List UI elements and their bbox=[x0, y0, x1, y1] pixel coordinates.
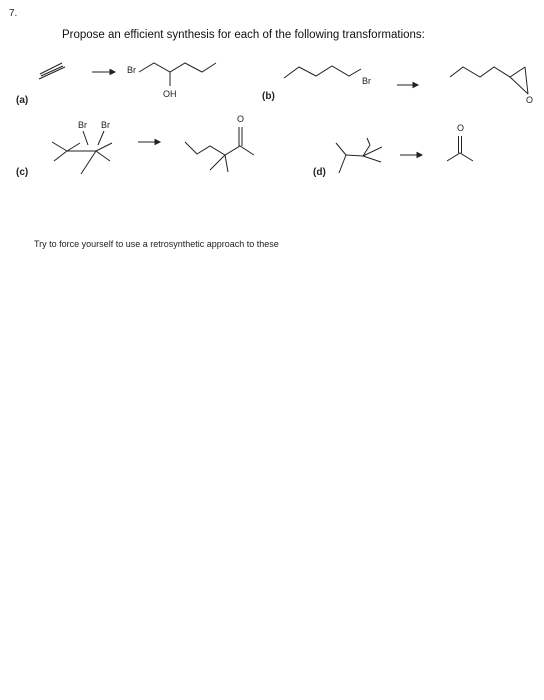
part-a-label: (a) bbox=[16, 95, 29, 106]
part-d-product-structure bbox=[447, 123, 473, 161]
part-c-br-label-1: Br bbox=[78, 120, 87, 130]
part-c-arrow bbox=[138, 140, 160, 145]
part-c-start-structure bbox=[52, 120, 112, 174]
part-a-arrow bbox=[92, 70, 115, 75]
part-a-oh-label: OH bbox=[163, 89, 177, 99]
part-b-o-label: O bbox=[526, 95, 534, 105]
reaction-schemes bbox=[0, 0, 544, 260]
part-d-start-structure bbox=[336, 138, 382, 173]
part-b-br-label: Br bbox=[362, 76, 371, 86]
part-d-arrow bbox=[400, 153, 422, 158]
part-b-epoxide-structure bbox=[450, 67, 533, 105]
part-c-br-label-2: Br bbox=[101, 120, 110, 130]
retrosynthesis-note: Try to force yourself to use a retrosynthetic approach to these bbox=[34, 239, 279, 249]
part-a-br-label: Br bbox=[127, 65, 136, 75]
part-c-o-label: O bbox=[237, 114, 245, 124]
part-b-arrow bbox=[397, 83, 418, 88]
part-d-label: (d) bbox=[313, 167, 326, 178]
part-a-product-structure bbox=[127, 63, 216, 99]
part-b-label: (b) bbox=[262, 91, 275, 102]
part-c-product-structure bbox=[185, 114, 254, 172]
part-d-o-label: O bbox=[457, 123, 465, 133]
part-c-label: (c) bbox=[16, 167, 29, 178]
part-b-start-structure bbox=[284, 66, 371, 86]
question-number: 7. bbox=[9, 8, 18, 19]
part-a-alkyne-structure bbox=[39, 63, 65, 79]
question-prompt: Propose an efficient synthesis for each of the following transformations: bbox=[62, 29, 425, 41]
